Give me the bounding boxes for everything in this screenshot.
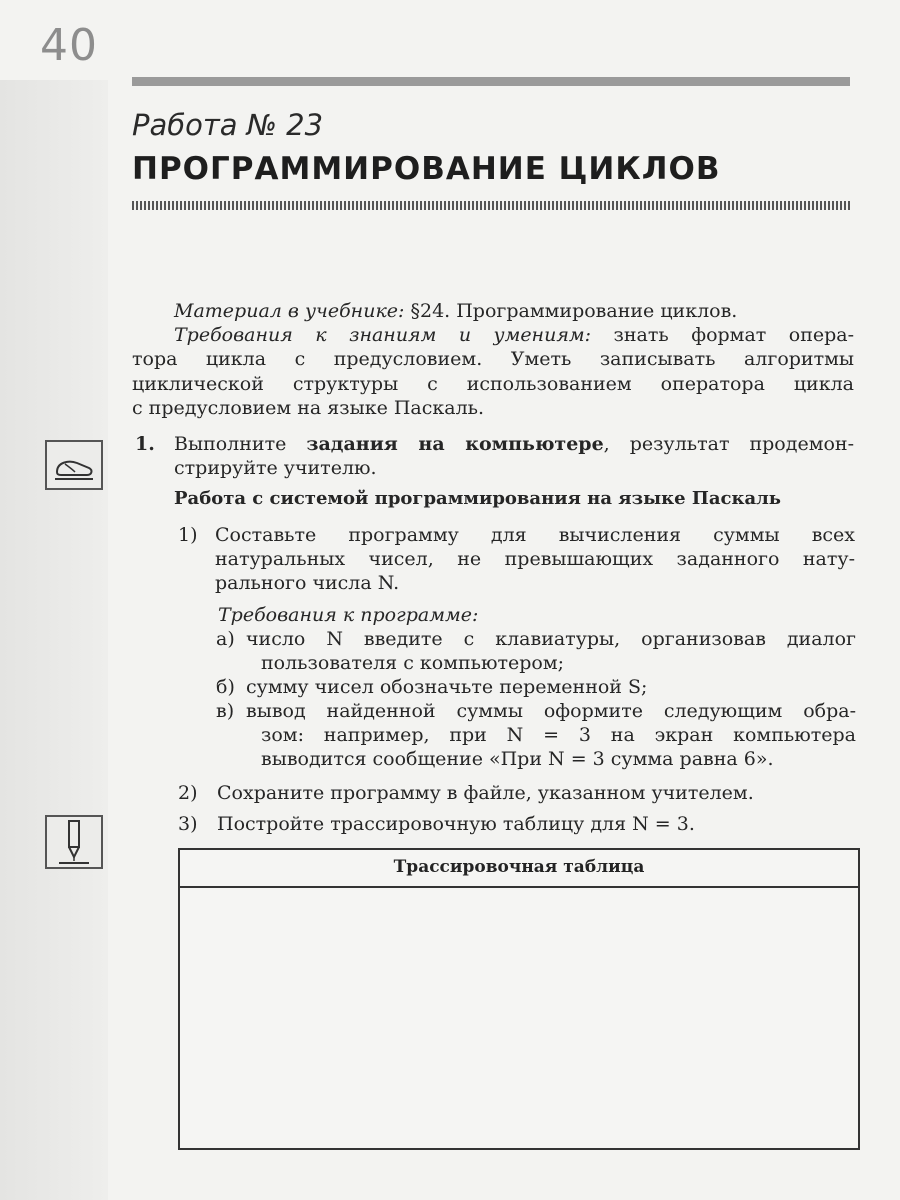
requirements-text-1: знать формат опера- bbox=[613, 324, 855, 346]
requirements-line-1 bbox=[174, 323, 854, 348]
requirements-label: Требования к знаниям и умениям: bbox=[174, 324, 592, 346]
requirements-line-3: циклической структуры с использованием оператора цикла bbox=[132, 373, 854, 395]
pen-icon bbox=[47, 817, 101, 867]
program-requirements-label: Требования к программе: bbox=[218, 604, 479, 626]
item2-text: Сохраните программу в файле, указанном учителем. bbox=[217, 782, 754, 804]
trace-table-body[interactable] bbox=[180, 888, 858, 1146]
mouse-icon bbox=[47, 442, 101, 488]
req-a-line-1: число N введите с клавиатуры, организовав диалог bbox=[246, 628, 856, 650]
req-b-line-1: сумму чисел обозначьте переменной S; bbox=[246, 676, 648, 698]
item3-number: 3) bbox=[178, 813, 198, 835]
req-b-letter: б) bbox=[216, 676, 235, 698]
computer-task-icon-box bbox=[45, 440, 103, 490]
notebook-task-icon-box bbox=[45, 815, 103, 869]
material-line bbox=[174, 299, 854, 324]
item2-number: 2) bbox=[178, 782, 198, 804]
trace-table bbox=[178, 848, 860, 1150]
task1-line-1 bbox=[174, 432, 854, 457]
task1-subtitle: Работа с системой программирования на языке Паскаль bbox=[174, 488, 782, 509]
task-number: 1. bbox=[135, 433, 155, 455]
trace-table-header: Трассировочная таблица bbox=[180, 850, 858, 888]
req-a-letter: а) bbox=[216, 628, 235, 650]
material-label: Материал в учебнике: bbox=[174, 300, 405, 322]
header-rule bbox=[132, 77, 850, 86]
req-a-line-2: пользователя с компьютером; bbox=[261, 652, 565, 674]
task1-text-b: , результат продемон- bbox=[603, 433, 854, 455]
work-title: ПРОГРАММИРОВАНИЕ ЦИКЛОВ bbox=[132, 151, 721, 187]
item1-number: 1) bbox=[178, 524, 198, 546]
title-dotted-rule bbox=[132, 201, 850, 210]
requirements-line-2: тора цикла с предусловием. Уметь записывать алгоритмы bbox=[132, 348, 854, 370]
task1-bold: задания на компьютере bbox=[306, 433, 604, 455]
req-c-line-1: вывод найденной суммы оформите следующим обра- bbox=[246, 700, 856, 722]
work-label: Работа № 23 bbox=[132, 108, 324, 142]
task1-text-a: Выполните bbox=[174, 433, 307, 455]
item3-text: Постройте трассировочную таблицу для N = 3. bbox=[217, 813, 695, 835]
item1-line-3: рального числа N. bbox=[215, 572, 400, 594]
task1-line-2: стрируйте учителю. bbox=[174, 457, 377, 479]
left-margin-band bbox=[0, 80, 108, 1200]
req-c-line-2: зом: например, при N = 3 на экран компьютера bbox=[261, 724, 856, 746]
req-c-line-3: выводится сообщение «При N = 3 сумма равна 6». bbox=[261, 748, 774, 770]
item1-line-1: Составьте программу для вычисления суммы всех bbox=[215, 524, 855, 546]
item1-line-2: натуральных чисел, не превышающих заданного нату- bbox=[215, 548, 855, 570]
requirements-line-4: с предусловием на языке Паскаль. bbox=[132, 397, 485, 419]
material-text: §24. Программирование циклов. bbox=[410, 300, 738, 322]
page-number: 40 bbox=[40, 20, 98, 71]
req-c-letter: в) bbox=[216, 700, 235, 722]
